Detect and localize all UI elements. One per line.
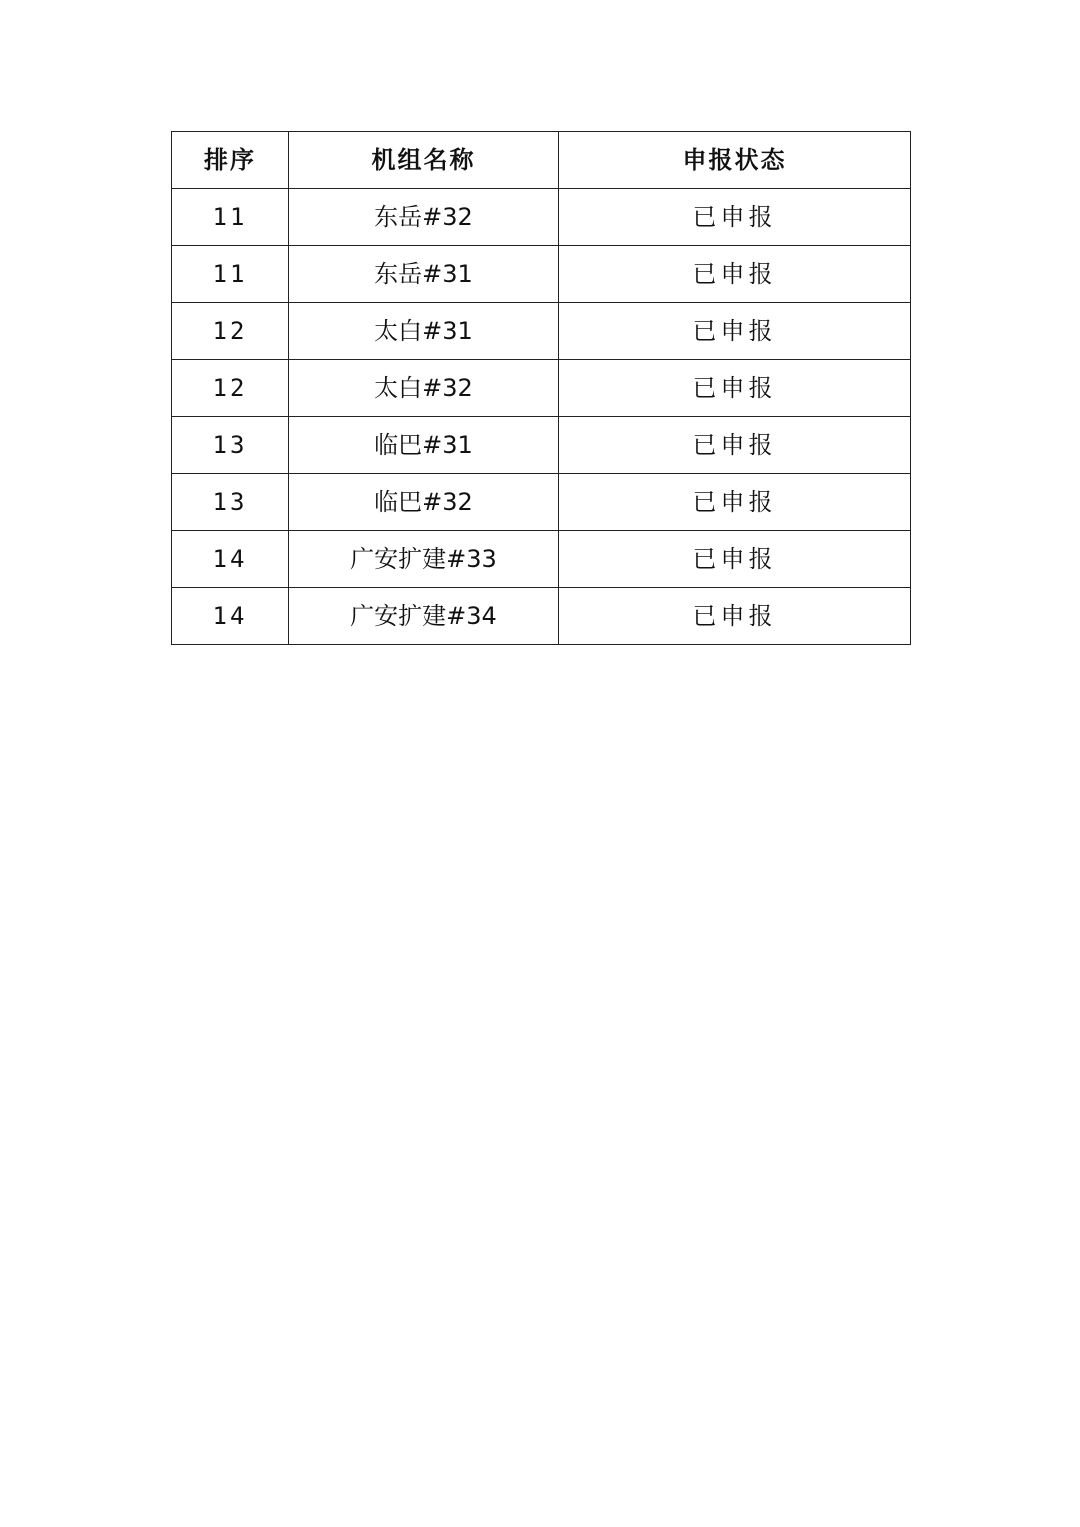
unit-name-cell: 太白#32 xyxy=(289,360,559,417)
status-cell: 已申报 xyxy=(559,189,911,246)
status-cell: 已申报 xyxy=(559,303,911,360)
unit-name-cell: 东岳#32 xyxy=(289,189,559,246)
status-cell: 已申报 xyxy=(559,531,911,588)
status-cell: 已申报 xyxy=(559,360,911,417)
header-unit-name: 机组名称 xyxy=(289,132,559,189)
table-row xyxy=(172,360,911,417)
rank-cell: 11 xyxy=(172,246,289,303)
rank-cell: 11 xyxy=(172,189,289,246)
table-row xyxy=(172,588,911,645)
table-header-row xyxy=(172,132,911,189)
rank-cell: 13 xyxy=(172,417,289,474)
table-row xyxy=(172,531,911,588)
status-cell: 已申报 xyxy=(559,417,911,474)
header-rank: 排序 xyxy=(172,132,289,189)
rank-cell: 12 xyxy=(172,360,289,417)
unit-name-cell: 临巴#31 xyxy=(289,417,559,474)
rank-cell: 12 xyxy=(172,303,289,360)
unit-name-cell: 广安扩建#33 xyxy=(289,531,559,588)
table-row xyxy=(172,417,911,474)
table-row xyxy=(172,303,911,360)
unit-name-cell: 广安扩建#34 xyxy=(289,588,559,645)
table-row xyxy=(172,189,911,246)
table-row xyxy=(172,246,911,303)
status-cell: 已申报 xyxy=(559,246,911,303)
table-row xyxy=(172,474,911,531)
unit-name-cell: 太白#31 xyxy=(289,303,559,360)
status-cell: 已申报 xyxy=(559,474,911,531)
unit-name-cell: 东岳#31 xyxy=(289,246,559,303)
rank-cell: 14 xyxy=(172,588,289,645)
header-report-status: 申报状态 xyxy=(559,132,911,189)
status-cell: 已申报 xyxy=(559,588,911,645)
unit-name-cell: 临巴#32 xyxy=(289,474,559,531)
report-status-table xyxy=(171,131,911,645)
rank-cell: 14 xyxy=(172,531,289,588)
rank-cell: 13 xyxy=(172,474,289,531)
